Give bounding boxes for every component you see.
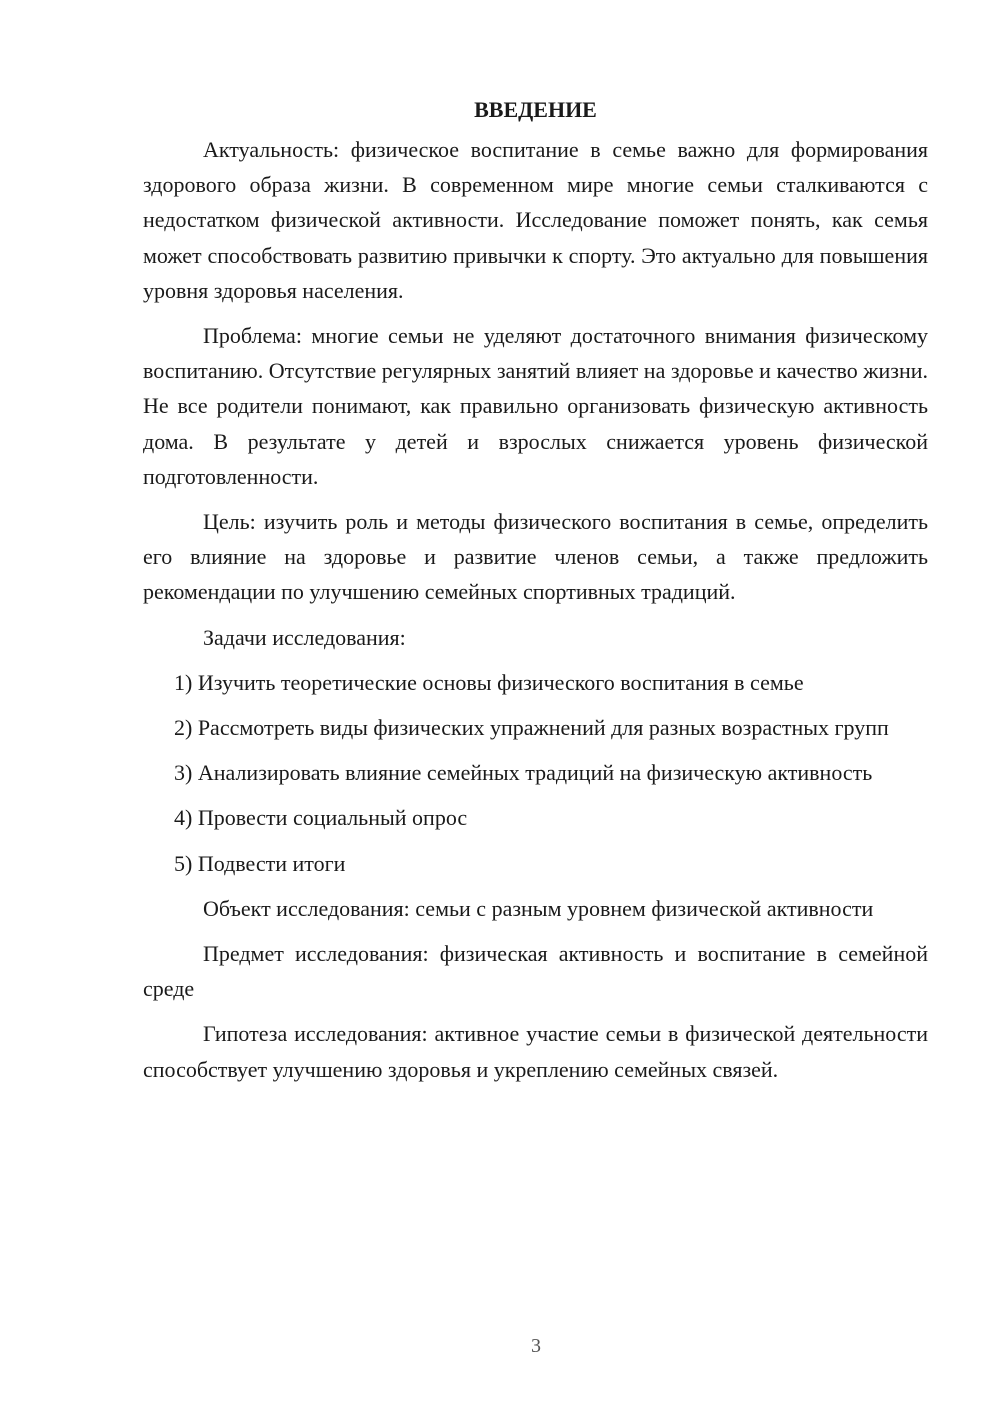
task-item: 1) Изучить теоретические основы физического воспитания в семье: [174, 669, 804, 695]
document-page: [143, 92, 928, 1097]
problem-paragraph: Проблема: многие семьи не уделяют достаточного внимания физическому воспитанию. Отсутствие регулярных занятий влияет на здоровье и качество жизни. Не все родители понимают, как правильно организовать физическую активность дома. В результате у детей и взрослых снижается уровень физической подготовленности.: [143, 323, 928, 489]
task-item: 5) Подвести итоги: [174, 850, 346, 876]
tasks-heading: Задачи исследования:: [203, 624, 406, 650]
page-title: ВВЕДЕНИЕ: [474, 97, 597, 122]
hypothesis-paragraph: Гипотеза исследования: активное участие семьи в физической деятельности способствует улучшению здоровья и укреплению семейных связей.: [143, 1021, 928, 1082]
task-item: 2) Рассмотреть виды физических упражнений для разных возрастных групп: [174, 715, 889, 741]
goal-paragraph: Цель: изучить роль и методы физического воспитания в семье, определить его влияние на здоровье и развитие членов семьи, а также предложить рекомендации по улучшению семейных спортивных традиций.: [143, 509, 928, 605]
subject-paragraph: Предмет исследования: физическая активность и воспитание в семейной среде: [143, 941, 928, 1002]
relevance-paragraph: Актуальность: физическое воспитание в семье важно для формирования здорового образа жизни. В современном мире многие семьи сталкиваются с недостатком физической активности. Исследование поможет понять, как семья может способствовать развитию привычки к спорту. Это актуально для повышения уровня здоровья населения.: [143, 137, 928, 303]
task-item: 4) Провести социальный опрос: [174, 805, 468, 831]
page-number: 3: [531, 1335, 541, 1357]
object-paragraph: Объект исследования: семьи с разным уровнем физической активности: [203, 895, 874, 921]
task-item: 3) Анализировать влияние семейных традиций на физическую активность: [174, 760, 873, 786]
